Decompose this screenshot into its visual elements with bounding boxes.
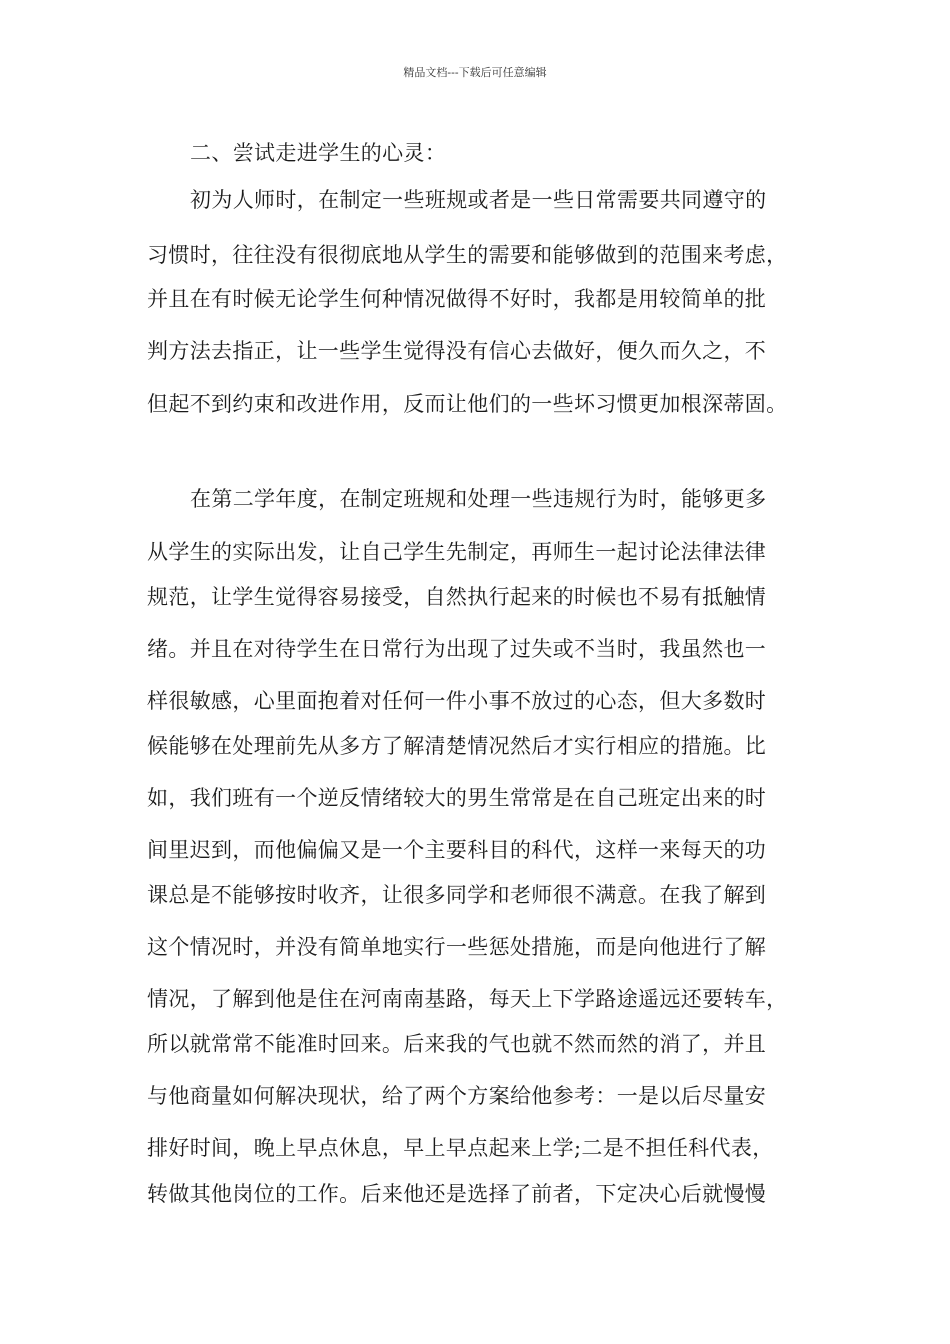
paragraph2-line: 样很敏感，心里面抱着对任何一件小事不放过的心态，但大多数时 [147,689,767,713]
paragraph2-line: 这个情况时，并没有简单地实行一些惩处措施，而是向他进行了解 [147,935,767,959]
section-heading: 二、尝试走进学生的心灵： [190,141,447,165]
paragraph2-line: 情况，了解到他是住在河南南基路，每天上下学路途遥远还要转车， [147,987,788,1011]
paragraph1-line: 判方法去指正，让一些学生觉得没有信心去做好，便久而久之，不 [147,339,767,363]
paragraph2-line: 从学生的实际出发，让自己学生先制定，再师生一起讨论法律法律 [147,540,767,564]
paragraph2-line: 规范，让学生觉得容易接受，自然执行起来的时候也不易有抵触情 [147,585,767,609]
paragraph2-line: 如，我们班有一个逆反情绪较大的男生常常是在自己班定出来的时 [147,786,767,810]
paragraph1-line: 但起不到约束和改进作用，反而让他们的一些坏习惯更加根深蒂固。 [147,392,788,416]
paragraph2-line: 所以就常常不能准时回来。后来我的气也就不然而然的消了，并且 [147,1032,767,1056]
paragraph2-line: 排好时间，晚上早点休息，早上早点起来上学;二是不担任科代表， [147,1136,774,1160]
paragraph2-line: 间里迟到，而他偏偏又是一个主要科目的科代，这样一来每天的功 [147,838,767,862]
paragraph2-line: 候能够在处理前先从多方了解清楚情况然后才实行相应的措施。比 [147,734,767,758]
paragraph2-line: 课总是不能够按时收齐，让很多同学和老师很不满意。在我了解到 [147,883,767,907]
paragraph2-line: 绪。并且在对待学生在日常行为出现了过失或不当时，我虽然也一 [147,637,767,661]
paragraph2-line: 在第二学年度，在制定班规和处理一些违规行为时，能够更多 [190,487,767,511]
paragraph1-line: 初为人师时，在制定一些班规或者是一些日常需要共同遵守的 [190,188,767,212]
page-header: 精品文档---下载后可任意编辑 [403,66,547,79]
paragraph1-line: 并且在有时候无论学生何种情况做得不好时，我都是用较简单的批 [147,287,767,311]
paragraph1-line: 习惯时，往往没有很彻底地从学生的需要和能够做到的范围来考虑， [147,243,788,267]
paragraph2-line: 与他商量如何解决现状，给了两个方案给他参考：一是以后尽量安 [147,1084,767,1108]
paragraph2-line: 转做其他岗位的工作。后来他还是选择了前者，下定决心后就慢慢 [147,1182,767,1206]
